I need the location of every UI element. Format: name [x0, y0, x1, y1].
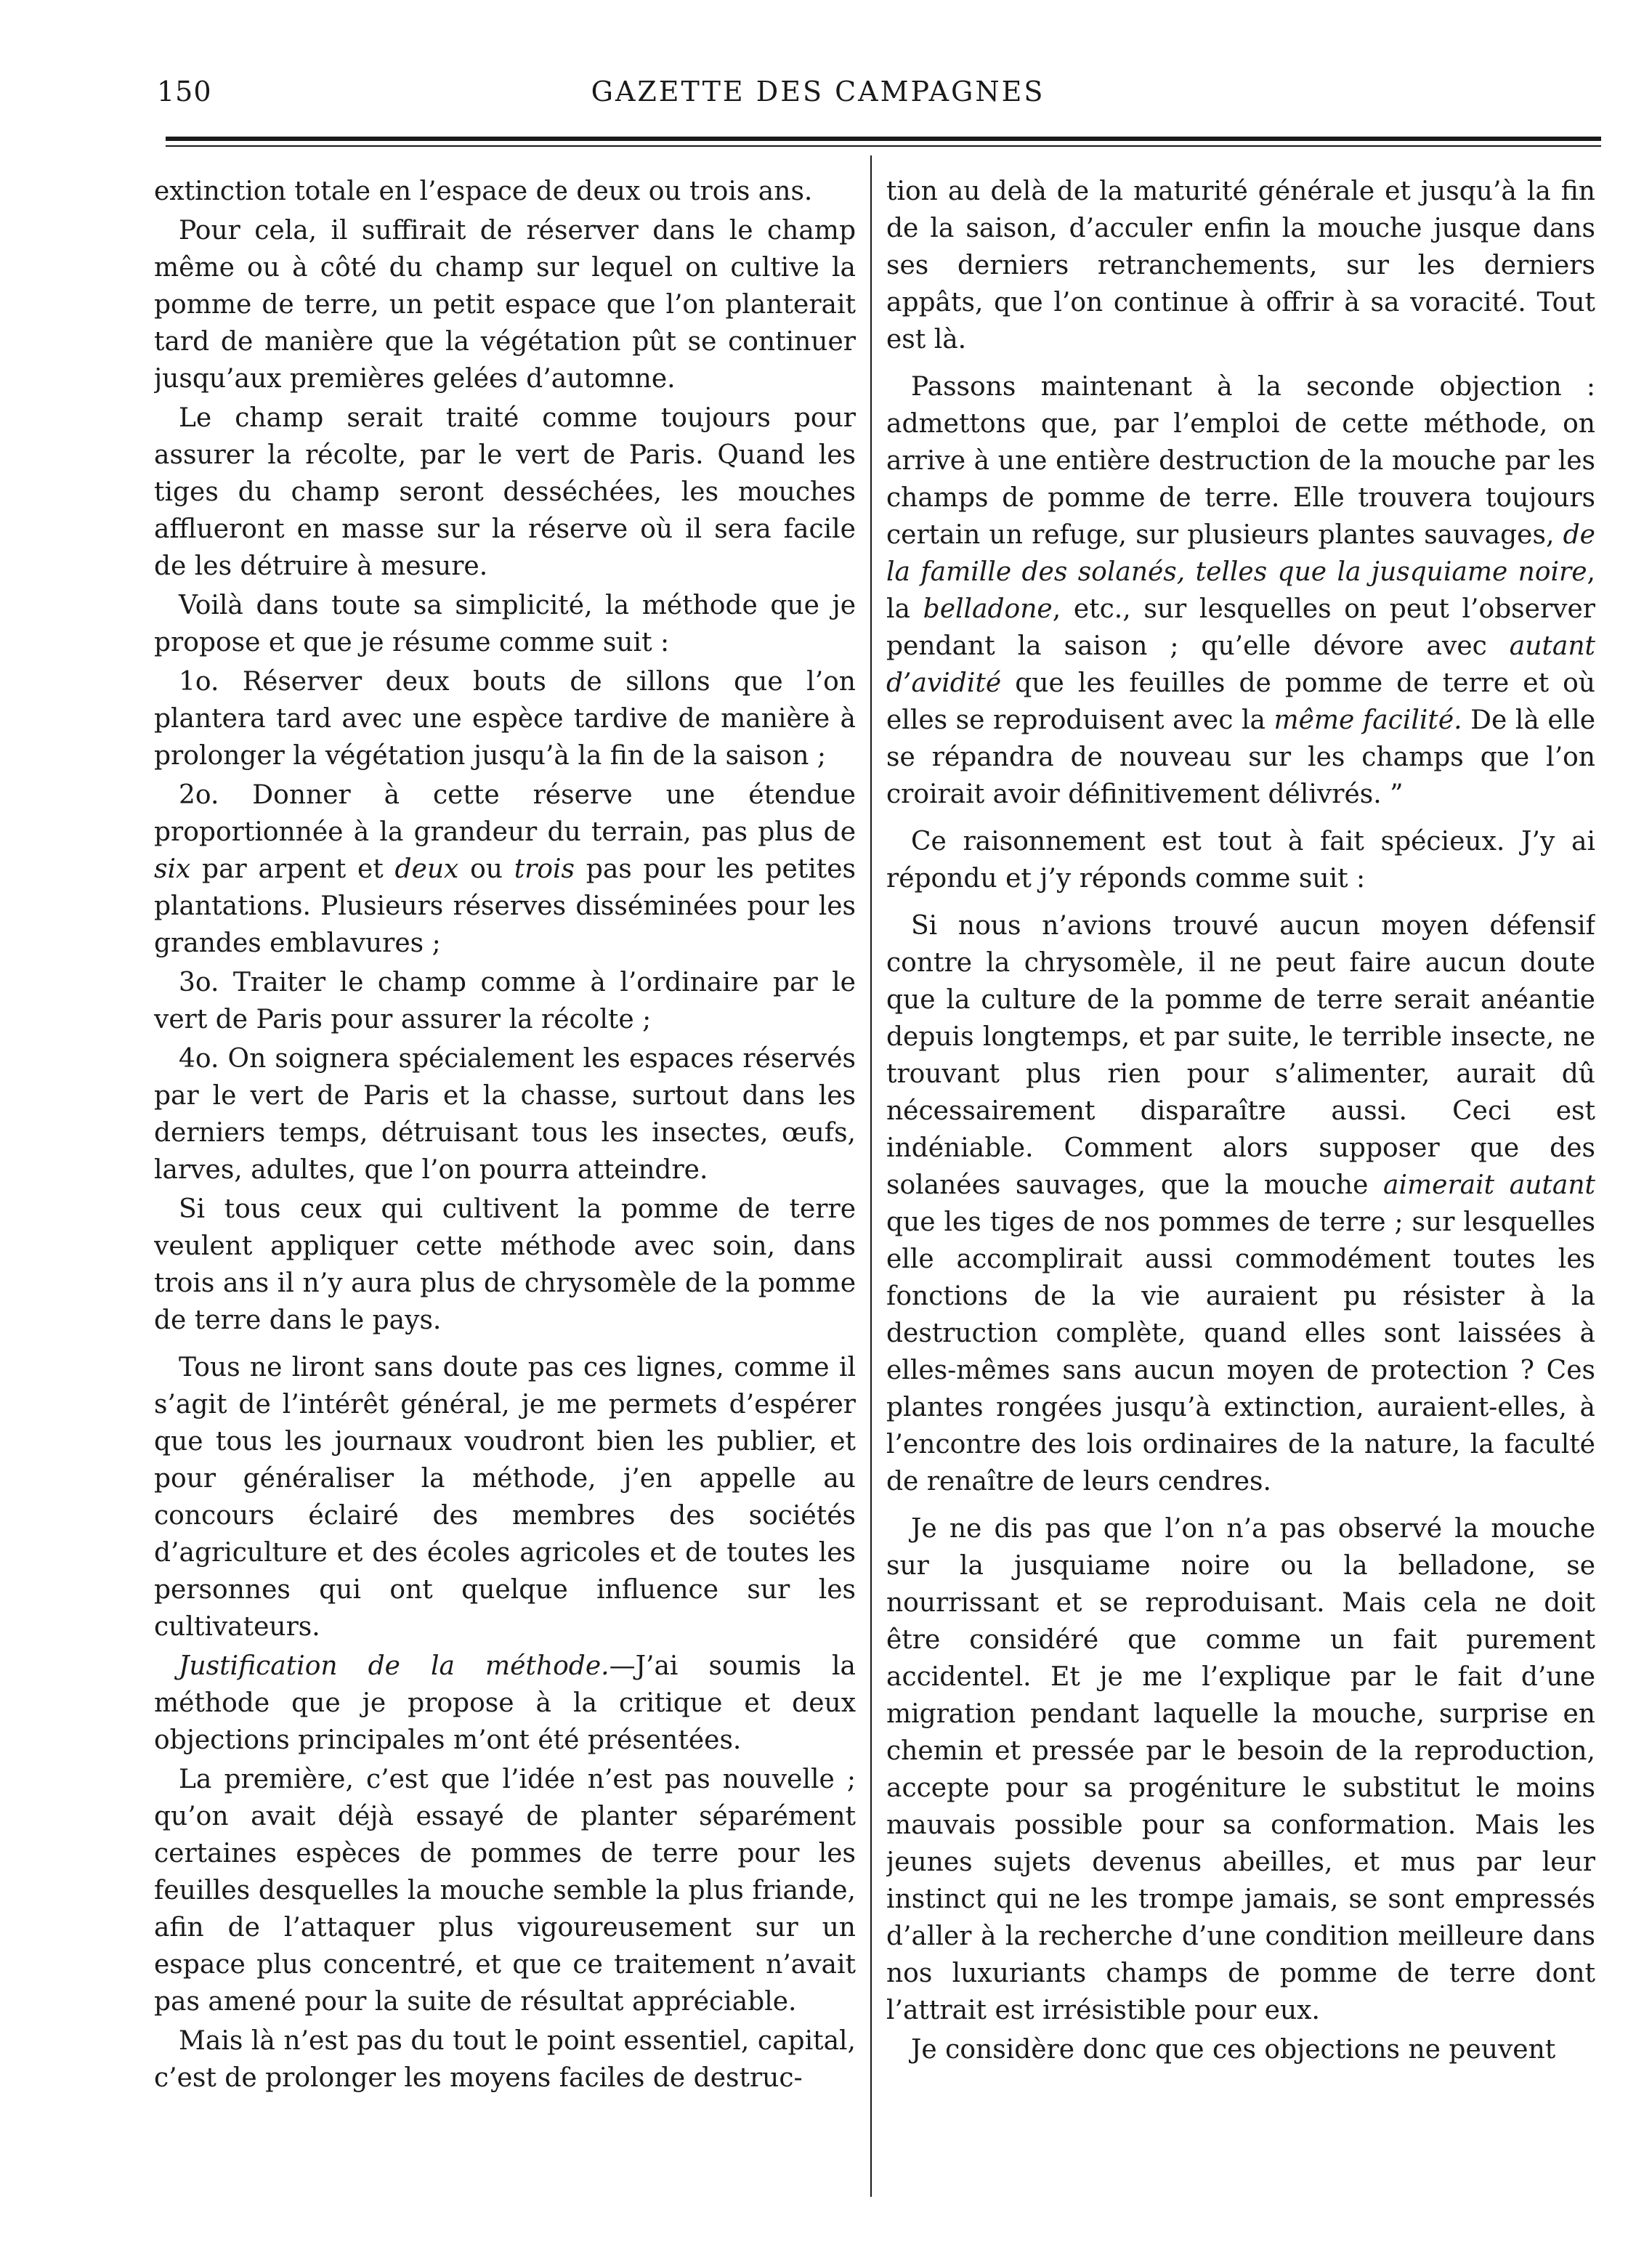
left-column [154, 173, 856, 2192]
text-run: —J’ai soumis la méthode que je propose à la critique et deux objections principales m’ont été présentées. [154, 1651, 856, 1755]
italic-run: trois [514, 854, 575, 884]
text-run: pas pour les petites plantations. Plusieurs réserves disséminées pour les grandes emblavures ; [154, 854, 856, 958]
italic-run: belladone [923, 594, 1053, 624]
italic-run: autant d’avidité [886, 631, 1595, 698]
text-run: par arpent et [190, 854, 395, 884]
paragraph: Voilà dans toute sa simplicité, la méthode que je propose et que je résume comme suit : [154, 591, 856, 657]
column-divider [870, 155, 872, 2197]
text-run: , etc., sur lesquelles on peut l’observer pendant la saison ; qu’elle dévore avec [886, 594, 1595, 661]
text-run: De là elle se répandra de nouveau sur les champs que l’on croirait avoir définitivement délivrés. ” [886, 705, 1595, 809]
header-rule-thin [166, 145, 1601, 147]
list-item: 1o. Réserver deux bouts de sillons que l’on plantera tard avec une espèce tardive de manière à prolonger la végétation jusqu’à la fin de la saison ; [154, 667, 856, 771]
text-run: Passons maintenant à la seconde objection : admettons que, par l’emploi de cette méthode, on arrive à une entière destruction de la mouche par les champs de pomme de terre. Elle trouvera toujours certain un refuge, sur plusieurs plantes sauvages, [886, 372, 1595, 550]
italic-run: même facilité. [1273, 705, 1462, 735]
italic-run: de la famille des solanés, telles que la jusquiame noire [886, 520, 1595, 587]
text-run: que les feuilles de pomme de terre et où elles se reproduisent avec la [886, 668, 1595, 735]
paragraph: extinction totale en l’espace de deux ou trois ans. [154, 177, 813, 206]
list-item: 4o. On soignera spécialement les espaces réservés par le vert de Paris et la chasse, surtout dans les derniers temps, détruisant tous les insectes, œufs, larves, adultes, que l’on pourra atteindre. [154, 1044, 856, 1185]
italic-run: deux [394, 854, 459, 884]
section-title: Justification de la méthode. [179, 1651, 610, 1681]
paragraph: Je ne dis pas que l’on n’a pas observé la mouche sur la jusquiame noire ou la belladone, se nourrissant et se reproduisant. Mais cela ne doit être considéré que comme un fait purement accidentel. Et je me l’explique par le fait d’une migration pendant laquelle la mouche, surprise en chemin et pressée par le besoin de la reproduction, accepte pour sa progéniture le substitut le moins mauvais possible pour sa conformation. Mais les jeunes sujets devenus abeilles, et mus par leur instinct qui ne les trompe jamais, se sont empressés d’aller à la recherche d’une condition meilleure dans nos luxuriants champs de pomme de terre dont l’attrait est irrésistible pour eux. [886, 1514, 1595, 2025]
paragraph: Le champ serait traité comme toujours pour assurer la récolte, par le vert de Paris. Quand les tiges du champ seront desséchées, les mouches afflueront en masse sur la réserve où il sera facile de les détruire à mesure. [154, 403, 856, 581]
paragraph: Si tous ceux qui cultivent la pomme de terre veulent appliquer cette méthode avec soin, dans trois ans il n’y aura plus de chrysomèle de la pomme de terre dans le pays. [154, 1194, 856, 1335]
paragraph: tion au delà de la maturité générale et jusqu’à la fin de la saison, d’acculer enfin la mouche jusque dans ses derniers retranchements, sur les derniers appâts, que l’on continue à offrir à sa voracité. Tout est là. [886, 177, 1595, 355]
text-run: que les tiges de nos pommes de terre ; sur lesquelles elle accomplirait aussi commodément toutes les fonctions de la vie auraient pu résister à la destruction complète, quand elles sont laissées à elles-mêmes sans aucun moyen de protection ? Ces plantes rongées jusqu’à extinction, auraient-elles, à l’encontre des lois ordinaires de la nature, la faculté de renaître de leurs cendres. [886, 1207, 1595, 1497]
italic-run: aimerait autant [1383, 1170, 1595, 1200]
paragraph: Mais là n’est pas du tout le point essentiel, capital, c’est de prolonger les moyens faciles de destruc- [154, 2026, 856, 2093]
paragraph: Ce raisonnement est tout à fait spécieux. J’y ai répondu et j’y réponds comme suit : [886, 827, 1595, 894]
text-run: , la [886, 557, 1595, 624]
paragraph: Je considère donc que ces objections ne peuvent [911, 2035, 1556, 2065]
right-column [886, 173, 1595, 2192]
paragraph [886, 907, 1595, 1500]
paragraph [154, 1648, 856, 1759]
running-title: GAZETTE DES CAMPAGNES [591, 76, 1045, 108]
list-item [154, 777, 856, 962]
paragraph: Pour cela, il suffirait de réserver dans le champ même ou à côté du champ sur lequel on cultive la pomme de terre, un petit espace que l’on planterait tard de manière que la végétation pût se continuer jusqu’aux premières gelées d’automne. [154, 216, 856, 394]
italic-run: six [154, 854, 191, 884]
paragraph: La première, c’est que l’idée n’est pas nouvelle ; qu’on avait déjà essayé de planter séparément certaines espèces de pommes de terre pour les feuilles desquelles la mouche semble la plus friande, afin de l’attaquer plus vigoureusement sur un espace plus concentré, et que ce traitement n’avait pas amené pour la suite de résultat appréciable. [154, 1765, 856, 2017]
header-rule-thick [166, 137, 1601, 141]
paragraph: Tous ne liront sans doute pas ces lignes, comme il s’agit de l’intérêt général, je me permets d’espérer que tous les journaux voudront bien les publier, et pour généraliser la méthode, j’en appelle au concours éclairé des membres des sociétés d’agriculture et des écoles agricoles et de toutes les personnes qui ont quelque influence sur les cultivateurs. [154, 1353, 856, 1642]
text-run: 2o. Donner à cette réserve une étendue proportionnée à la grandeur du terrain, pas plus de [154, 780, 856, 847]
list-item: 3o. Traiter le champ comme à l’ordinaire par le vert de Paris pour assurer la récolte ; [154, 968, 856, 1034]
paragraph [886, 368, 1595, 813]
text-run: ou [458, 854, 514, 884]
page-number: 150 [157, 76, 212, 108]
text-run: Si nous n’avions trouvé aucun moyen défensif contre la chrysomèle, il ne peut faire aucun doute que la culture de la pomme de terre serait anéantie depuis longtemps, et par suite, le terrible insecte, ne trouvant plus rien pour s’alimenter, aurait dû nécessairement disparaître aussi. Ceci est indéniable. Comment alors supposer que des solanées sauvages, que la mouche [886, 911, 1595, 1200]
